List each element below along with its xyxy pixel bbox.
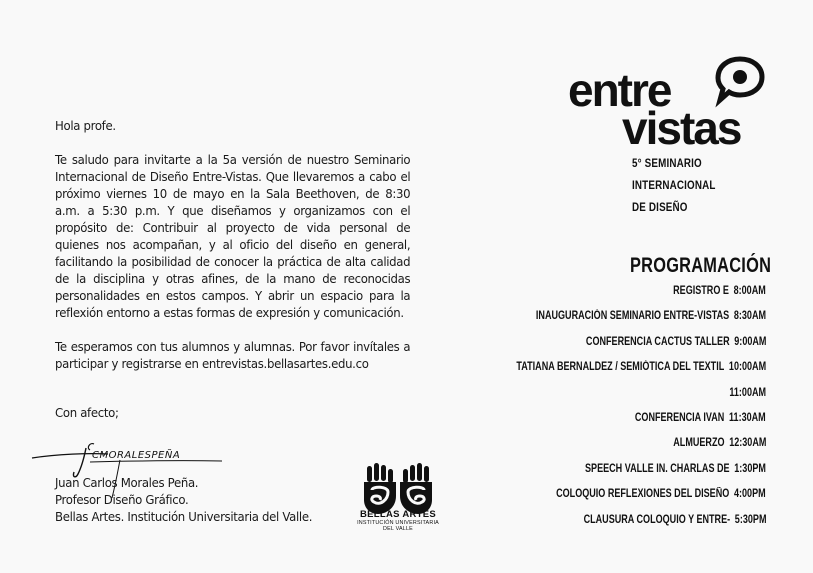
schedule-label: CONFERENCIA CACTUS TALLER (585, 334, 730, 348)
logo-text-entre: entre (568, 64, 671, 116)
schedule-row (466, 487, 766, 512)
letter-signoff: Con afecto; (55, 405, 119, 420)
signer-block (55, 474, 312, 525)
schedule-time: 11:30AM (729, 410, 766, 424)
letter-greeting: Hola profe. (55, 118, 116, 133)
program-schedule (466, 284, 766, 538)
schedule-row (466, 335, 766, 360)
schedule-time: 9:00AM (733, 334, 766, 348)
schedule-label: CONFERENCIA IVAN (635, 410, 725, 424)
schedule-row (466, 386, 766, 411)
seminar-line-1: 5° SEMINARIO (632, 156, 702, 170)
schedule-row (466, 462, 766, 487)
schedule-row (466, 309, 766, 334)
letter-paragraph-2: Te esperamos con tus alumnos y alumnas. Por favor invítales a participar y registrarse en entrevistas.bellasartes.edu.co (55, 339, 411, 371)
program-title: PROGRAMACIÓN (630, 254, 772, 277)
bellas-artes-sub-line-2: DEL VALLE (383, 526, 413, 532)
schedule-row (466, 284, 766, 309)
schedule-time: 11:00AM (729, 385, 766, 399)
schedule-time: 12:30AM (728, 436, 766, 450)
schedule-label: INAUGURACIÓN SEMINARIO ENTRE-VISTAS (535, 309, 730, 323)
signer-role: Profesor Diseño Gráfico. (55, 492, 189, 507)
schedule-label: TATIANA BERNALDEZ / SEMIÓTICA DEL TEXTIL (516, 360, 725, 374)
seminar-line-3: DE DISEÑO (632, 200, 688, 214)
schedule-time: 8:30AM (733, 309, 766, 323)
logo-text-vistas: vistas (622, 102, 741, 148)
svg-text:CMORALESPEÑA: CMORALESPEÑA (92, 450, 181, 461)
bellas-artes-sub-line-1: INSTITUCIÓN UNIVERSITARIA (357, 520, 439, 526)
schedule-label: SPEECH VALLE IN. CHARLAS DE (585, 461, 730, 475)
schedule-time: 10:00AM (728, 360, 766, 374)
schedule-row (466, 436, 766, 461)
schedule-time: 5:30PM (734, 512, 766, 526)
schedule-label: REGISTRO E (673, 284, 730, 297)
schedule-label: COLOQUIO REFLEXIONES DEL DISEÑO (556, 487, 730, 501)
schedule-label: ALMUERZO (672, 436, 725, 450)
letter-body (55, 117, 410, 390)
seminar-info (632, 152, 716, 218)
schedule-label: CLAUSURA COLOQUIO Y ENTRE- (583, 512, 730, 526)
signer-institution: Bellas Artes. Institución Universitaria del Valle. (55, 509, 313, 524)
schedule-time: 4:00PM (734, 487, 766, 501)
entre-vistas-logo (566, 56, 766, 148)
letter-paragraph-1: Te saludo para invitarte a la 5a versión de nuestro Seminario Internacional de Diseño Entre-Vistas. Que llevaremos a cabo el próximo viernes 10 de mayo en la Sala Beethoven, de 8:30 a.m. a 5:30 p.m. Y que diseñamos y organizamos con el propósito de: Contribuir al proyecto de vida personal de quienes nos acompañan, y al oficio del diseño en general, facilitando la posibilidad de conocer la práctica de alta calidad de la disciplina y otras afines, de la mano de reconocidas personalidades en estos campos. Y abrir un espacio para la reflexión entorno a estas formas de expresión y comunicación. (55, 152, 411, 320)
schedule-row (466, 513, 766, 538)
bellas-artes-subtitle (356, 520, 440, 532)
seminar-line-2: INTERNACIONAL (632, 178, 716, 192)
bellas-artes-name: BELLAS ARTES (359, 509, 437, 520)
schedule-time: 1:30PM (734, 461, 766, 475)
schedule-time: 8:00AM (733, 284, 766, 297)
schedule-row (466, 411, 766, 436)
schedule-row (466, 360, 766, 385)
signer-name: Juan Carlos Morales Peña. (55, 475, 199, 490)
